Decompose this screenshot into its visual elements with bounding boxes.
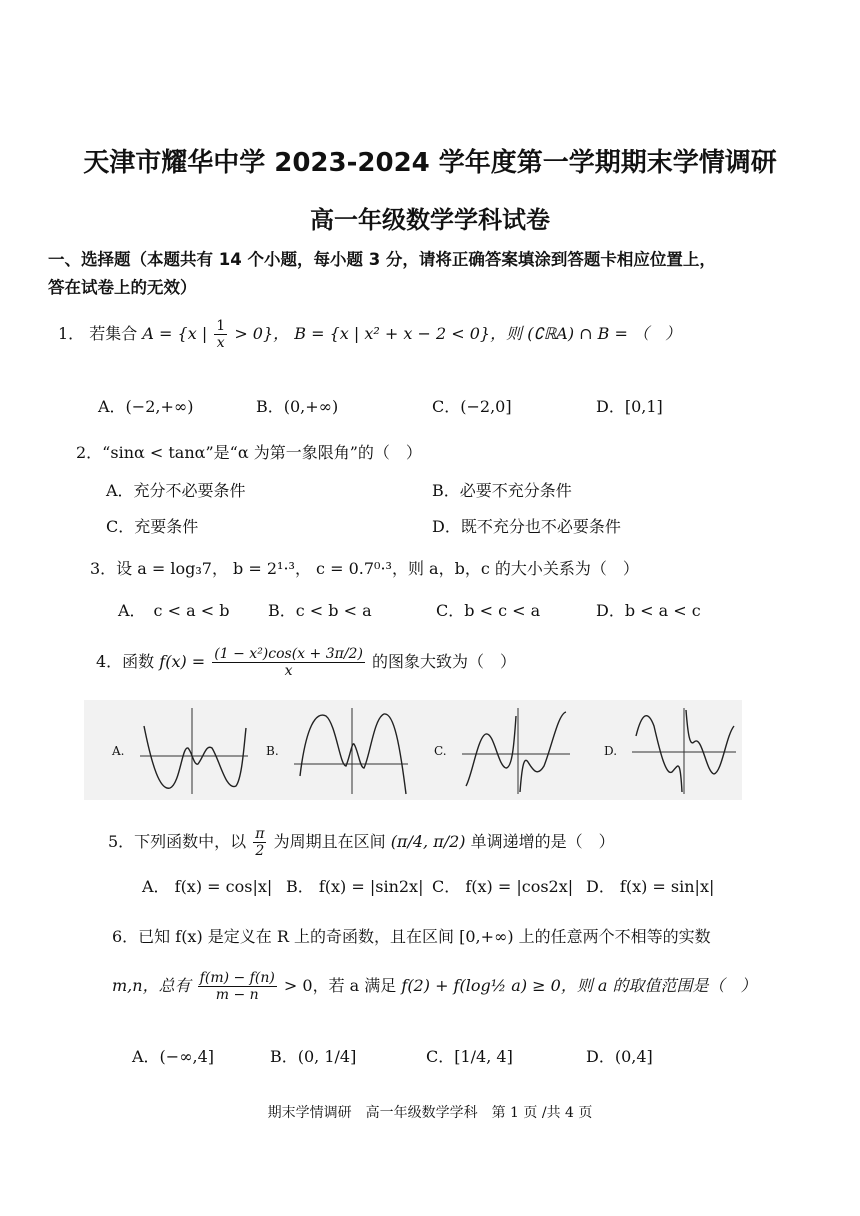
q5-post: 单调递增的是（ ） — [470, 832, 615, 852]
q4-graph-label-d: D. — [604, 744, 618, 758]
q1-expr: (∁ℝA) ∩ B = （ ） — [527, 324, 682, 344]
q6-fraction — [198, 970, 277, 1003]
document-title: 天津市耀华中学 2023-2024 学年度第一学期期末学情调研 — [83, 148, 777, 178]
q6-frac-den: m − n — [215, 987, 259, 1004]
q1-option-a[interactable]: A．(−2,+∞) — [98, 397, 194, 416]
q4-graph-strip — [84, 700, 742, 800]
q6-option-c[interactable]: C．[1/4, 4] — [426, 1047, 513, 1066]
q4-graph-label-a: A. — [112, 744, 125, 758]
q4-pre: 4．函数 — [96, 652, 155, 672]
q1-pre: 若集合 — [89, 324, 138, 344]
q3-option-a[interactable]: A． c < a < b — [118, 601, 230, 620]
section-heading-line1: 一、选择题（本题共有 14 个小题，每小题 3 分，请将正确答案填涂到答题卡相应位置上， — [48, 250, 716, 269]
q2-option-c[interactable]: C．充要条件 — [106, 517, 199, 536]
q4-lhs: f(x) = — [159, 652, 206, 672]
q4-graph-d[interactable] — [632, 706, 738, 796]
q6-cond: f(2) + f(log½ a) ≥ 0，则 a 的取值范围是（ ） — [401, 976, 757, 996]
q5-option-a[interactable]: A． f(x) = cos|x| — [142, 877, 273, 896]
q5-fraction — [253, 826, 266, 859]
q5-pre: 5．下列函数中，以 — [108, 832, 247, 852]
question-5 — [108, 826, 615, 859]
q4-post: 的图象大致为（ ） — [372, 652, 517, 672]
q4-graph-a[interactable] — [140, 706, 250, 796]
q5-frac-num: π — [255, 826, 265, 842]
page-footer: 期末学情调研 高一年级数学学科 第 1 页 /共 4 页 — [267, 1105, 593, 1121]
q2-option-d[interactable]: D．既不充分也不必要条件 — [432, 517, 621, 536]
document-subtitle: 高一年级数学学科试卷 — [310, 206, 550, 234]
q4-graph-label-b: B. — [266, 744, 279, 758]
q1-frac-den: x — [216, 335, 225, 352]
question-4 — [96, 646, 516, 679]
q5-option-d[interactable]: D． f(x) = sin|x| — [586, 877, 715, 896]
q6-mid: > 0，若 a 满足 — [283, 976, 397, 996]
q1-option-d[interactable]: D．[0,1] — [596, 397, 663, 416]
question-2: 2．“sinα < tanα”是“α 为第一象限角”的（ ） — [76, 443, 422, 462]
q6-option-a[interactable]: A．(−∞,4] — [132, 1047, 215, 1066]
q5-option-b[interactable]: B． f(x) = |sin2x| — [286, 877, 424, 896]
q5-mid: 为周期且在区间 — [273, 832, 386, 852]
q3-option-c[interactable]: C．b < c < a — [436, 601, 541, 620]
q5-interval: (π/4, π/2) — [390, 832, 466, 852]
q1-option-c[interactable]: C．(−2,0] — [432, 397, 512, 416]
question-3: 3．设 a = log₃7， b = 2¹·³， c = 0.7⁰·³，则 a，b，c 的大小关系为（ ） — [90, 559, 639, 578]
q2-option-b[interactable]: B．必要不充分条件 — [432, 481, 572, 500]
q1-setA-rhs: > 0}， — [234, 324, 290, 344]
q1-option-b[interactable]: B．(0,+∞) — [256, 397, 339, 416]
q4-graph-b[interactable] — [294, 706, 410, 796]
q3-option-d[interactable]: D．b < a < c — [596, 601, 701, 620]
q6-pre: m,n，总有 — [112, 976, 191, 996]
q1-setA-lhs: A = {x | — [142, 324, 208, 344]
q4-frac-num: (1 − x²)cos(x + 3π/2) — [214, 646, 363, 662]
q5-frac-den: 2 — [255, 843, 265, 860]
q4-frac-den: x — [284, 663, 293, 680]
section-heading-line2: 答在试卷上的无效） — [48, 278, 197, 297]
q6-option-d[interactable]: D．(0,4] — [586, 1047, 653, 1066]
q6-option-b[interactable]: B．(0, 1/4] — [270, 1047, 357, 1066]
q4-graph-c[interactable] — [462, 706, 572, 796]
q1-frac-num: 1 — [216, 318, 226, 334]
q3-option-b[interactable]: B．c < b < a — [268, 601, 372, 620]
question-6-line2 — [112, 970, 757, 1003]
q5-option-c[interactable]: C． f(x) = |cos2x| — [432, 877, 574, 896]
q1-setB: B = {x | x² + x − 2 < 0}，则 — [294, 324, 523, 344]
q2-option-a[interactable]: A．充分不必要条件 — [106, 481, 246, 500]
question-1 — [58, 318, 681, 351]
q4-fraction — [212, 646, 365, 679]
q4-graph-label-c: C. — [434, 744, 447, 758]
q6-frac-num: f(m) − f(n) — [199, 970, 275, 986]
q1-number: 1． — [58, 324, 85, 344]
q1-fraction — [214, 318, 227, 351]
question-6-line1: 6．已知 f(x) 是定义在 R 上的奇函数，且在区间 [0,+∞) 上的任意两个不相等的实数 — [112, 927, 711, 946]
